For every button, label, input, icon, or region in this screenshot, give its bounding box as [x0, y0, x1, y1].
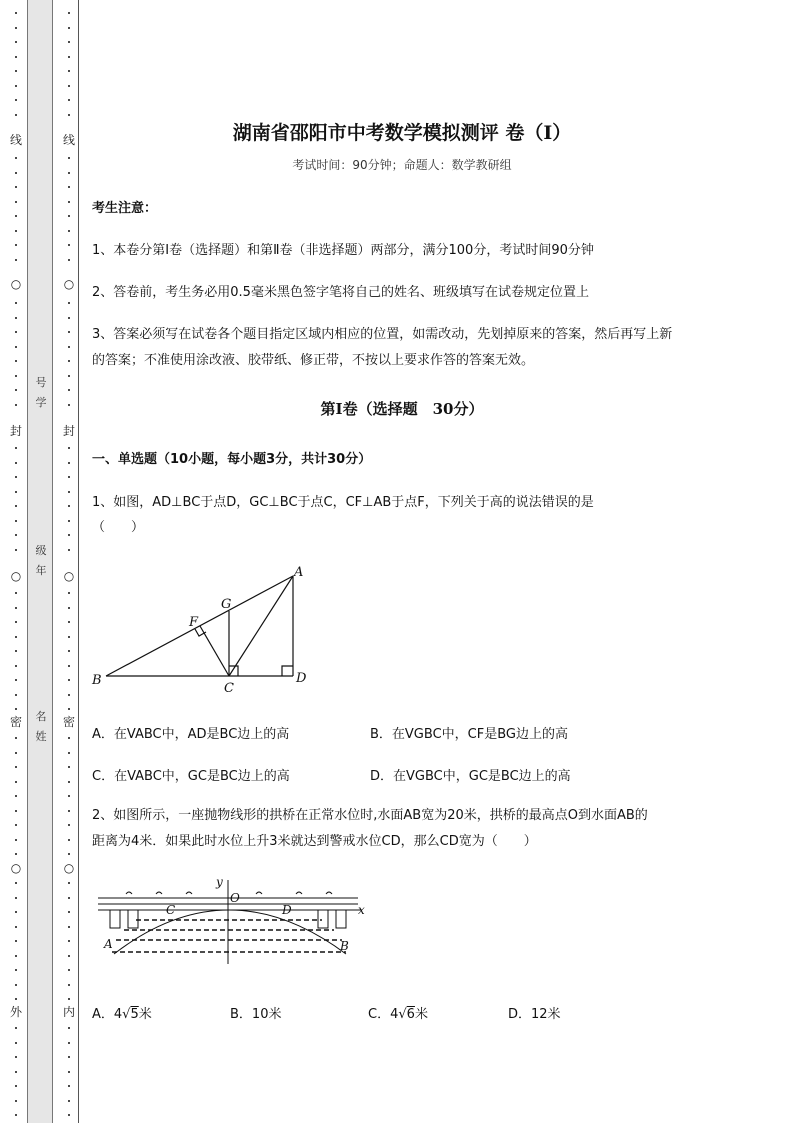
seal-dot: [15, 462, 17, 464]
seal-dot: [15, 244, 17, 246]
part-heading: 一、单选题（10小题，每小题3分，共计30分）: [92, 452, 372, 467]
seal-dot: [68, 215, 70, 217]
seal-dot: [68, 12, 70, 14]
note-item-3: 3、答案必须写在试卷各个题目指定区域内相应的位置，如需改动，先划掉原来的答案，然后再写上新: [92, 327, 673, 342]
q2-text: 2、如图所示，一座抛物线形的拱桥在正常水位时,水面AB宽为20米，拱桥的最高点O到水面AB的: [92, 808, 648, 823]
pier-right-1: [318, 910, 328, 928]
sqrt-icon: √: [122, 1007, 131, 1022]
seal-dot: [15, 607, 17, 609]
pier-left-2: [128, 910, 138, 928]
seal-dot: [15, 781, 17, 783]
seal-dot: [68, 375, 70, 377]
seal-dot: [15, 636, 17, 638]
seal-dot: [15, 824, 17, 826]
seal-dot: [68, 752, 70, 754]
seal-dot: [15, 665, 17, 667]
band-label-ming: 名: [35, 710, 47, 723]
q2-option-c-prefix: C．4: [368, 1007, 399, 1022]
seal-dot: [68, 853, 70, 855]
seal-dot: [68, 592, 70, 594]
section-title: 第Ⅰ卷（选择题 30分）: [320, 400, 484, 418]
seal-dot: [15, 1056, 17, 1058]
inner-label-circle: ○: [63, 277, 75, 291]
seal-dot: [15, 215, 17, 217]
seal-dot: [68, 186, 70, 188]
seal-dot: [15, 810, 17, 812]
seal-dot: [15, 1114, 17, 1116]
seal-dot: [15, 389, 17, 391]
seal-dot: [68, 462, 70, 464]
seal-dot: [15, 12, 17, 14]
outer-seal-column: [9, 0, 23, 1123]
seal-dot: [15, 534, 17, 536]
seal-dot: [68, 1114, 70, 1116]
outer-label-circle: ○: [10, 569, 22, 583]
seal-dot: [15, 56, 17, 58]
seal-dot: [15, 1085, 17, 1087]
seal-dot: [68, 360, 70, 362]
q2-option-c[interactable]: [368, 1003, 428, 1022]
outer-label-xian: 线: [9, 133, 22, 147]
seal-dot: [15, 114, 17, 116]
seal-dot: [15, 520, 17, 522]
seal-dot: [68, 491, 70, 493]
seal-dot: [68, 940, 70, 942]
inner-seal-column: [62, 0, 76, 1123]
seal-dot: [15, 1071, 17, 1073]
seal-dot: [68, 317, 70, 319]
seal-dot: [68, 1100, 70, 1102]
exam-subtitle: 考试时间：90分钟；命题人：数学教研组: [292, 158, 512, 172]
seal-dot: [68, 824, 70, 826]
seal-dot: [68, 810, 70, 812]
label-b: B: [92, 673, 102, 688]
seal-dot: [68, 679, 70, 681]
label-x: x: [358, 903, 365, 917]
seal-dot: [68, 476, 70, 478]
seal-dot: [68, 650, 70, 652]
band-label-hao: 号: [35, 376, 47, 389]
seal-dot: [68, 1056, 70, 1058]
seal-dot: [68, 56, 70, 58]
seal-dot: [15, 621, 17, 623]
seal-dot: [68, 984, 70, 986]
label-d: D: [282, 903, 292, 917]
seal-dot: [15, 1027, 17, 1029]
q2-option-a-radicand: 5: [130, 1007, 139, 1022]
inner-label-xian: 线: [62, 133, 75, 147]
seal-dot: [68, 708, 70, 710]
seal-dot: [15, 70, 17, 72]
exam-title: 湖南省邵阳市中考数学模拟测评 卷（Ⅰ）: [232, 122, 572, 144]
seal-dot: [15, 592, 17, 594]
q1-option-d[interactable]: D．在VGBC中，GC是BC边上的高: [370, 769, 571, 784]
seal-dot: [68, 201, 70, 203]
seal-dot: [68, 955, 70, 957]
seal-dot: [68, 737, 70, 739]
segment-ac: [229, 576, 293, 676]
seal-dot: [15, 346, 17, 348]
q2-option-a-prefix: A．4: [92, 1007, 123, 1022]
seal-dot: [15, 766, 17, 768]
seal-dot: [15, 650, 17, 652]
q2-option-c-suffix: 米: [414, 1007, 428, 1022]
q1-option-c[interactable]: C．在VABC中，GC是BC边上的高: [92, 769, 290, 784]
seal-dot: [68, 230, 70, 232]
q1-option-a[interactable]: A．在VABC中，AD是BC边上的高: [92, 727, 290, 742]
pier-left-1: [110, 910, 120, 928]
q1-triangle-figure: [88, 560, 328, 700]
seal-dot: [68, 70, 70, 72]
seal-dot: [15, 505, 17, 507]
seal-dot: [15, 201, 17, 203]
label-y: y: [216, 875, 223, 889]
seal-dot: [15, 1042, 17, 1044]
seal-dot: [68, 157, 70, 159]
label-b: B: [340, 939, 349, 953]
seal-dot: [68, 27, 70, 29]
seal-dot: [15, 230, 17, 232]
seal-dot: [15, 302, 17, 304]
railing-marks: [126, 892, 332, 894]
seal-dot: [15, 839, 17, 841]
pier-right-2: [336, 910, 346, 928]
seal-dot: [15, 795, 17, 797]
seal-dot: [15, 897, 17, 899]
seal-dot: [15, 969, 17, 971]
band-label-nian: 年: [35, 564, 47, 577]
seal-dot: [15, 853, 17, 855]
notes-heading: 考生注意：: [92, 201, 158, 216]
seal-dot: [68, 1085, 70, 1087]
label-d: D: [296, 671, 307, 686]
seal-dot: [68, 99, 70, 101]
label-a: A: [294, 565, 304, 580]
band-label-ji: 级: [35, 544, 47, 557]
outer-label-wai: 外: [9, 1005, 22, 1019]
q2-option-a[interactable]: [92, 1003, 152, 1022]
seal-dot: [15, 172, 17, 174]
seal-dot: [68, 259, 70, 261]
seal-dot: [68, 534, 70, 536]
right-angle-d: [282, 666, 293, 676]
page-frame-line: [78, 0, 79, 1123]
seal-dot: [68, 1027, 70, 1029]
seal-dot: [68, 520, 70, 522]
label-a: A: [104, 937, 113, 951]
seal-dot: [15, 737, 17, 739]
outer-label-mi: 密: [9, 715, 22, 729]
seal-dot: [15, 882, 17, 884]
seal-dot: [15, 259, 17, 261]
sqrt-icon: √: [398, 1007, 407, 1022]
seal-dot: [68, 998, 70, 1000]
seal-dot: [68, 447, 70, 449]
outer-label-feng: 封: [9, 424, 22, 438]
seal-dot: [68, 897, 70, 899]
seal-dot: [68, 331, 70, 333]
seal-dot: [68, 172, 70, 174]
seal-dot: [68, 244, 70, 246]
label-o: O: [230, 891, 240, 905]
seal-dot: [68, 389, 70, 391]
seal-dot: [15, 27, 17, 29]
seal-dot: [15, 317, 17, 319]
seal-dot: [68, 1042, 70, 1044]
seal-dot: [15, 998, 17, 1000]
label-f: F: [189, 615, 199, 630]
seal-dot: [15, 186, 17, 188]
seal-dot: [15, 679, 17, 681]
seal-dot: [68, 969, 70, 971]
seal-dot: [68, 781, 70, 783]
seal-dot: [15, 955, 17, 957]
seal-dot: [68, 766, 70, 768]
seal-dot: [68, 665, 70, 667]
seal-dot: [15, 447, 17, 449]
seal-dot: [15, 331, 17, 333]
q2-option-c-radicand: 6: [406, 1007, 415, 1022]
seal-dot: [68, 85, 70, 87]
q2-text-cont: 距离为4米．如果此时水位上升3米就达到警戒水位CD，那么CD宽为（ ）: [92, 834, 537, 849]
student-info-band: [27, 0, 53, 1123]
q1-option-b[interactable]: B．在VGBC中，CF是BG边上的高: [370, 727, 568, 742]
seal-dot: [15, 360, 17, 362]
seal-dot: [15, 926, 17, 928]
seal-dot: [68, 404, 70, 406]
seal-dot: [15, 99, 17, 101]
seal-dot: [68, 1071, 70, 1073]
seal-dot: [15, 694, 17, 696]
q2-option-d[interactable]: D．12米: [508, 1007, 561, 1022]
seal-dot: [68, 505, 70, 507]
seal-dot: [15, 984, 17, 986]
seal-dot: [15, 549, 17, 551]
inner-label-feng: 封: [62, 424, 75, 438]
seal-dot: [68, 549, 70, 551]
seal-dot: [15, 752, 17, 754]
seal-dot: [15, 491, 17, 493]
seal-dot: [68, 882, 70, 884]
inner-label-nei: 内: [62, 1005, 75, 1019]
seal-dot: [68, 114, 70, 116]
seal-dot: [68, 41, 70, 43]
outer-label-circle: ○: [10, 861, 22, 875]
seal-dot: [68, 636, 70, 638]
seal-dot: [15, 404, 17, 406]
band-label-xing: 姓: [35, 730, 47, 743]
seal-dot: [15, 940, 17, 942]
seal-dot: [68, 911, 70, 913]
q2-option-a-suffix: 米: [138, 1007, 152, 1022]
note-item-2: 2、答卷前，考生务必用0.5毫米黑色签字笔将自己的姓名、班级填写在试卷规定位置上: [92, 285, 589, 300]
segment-ab: [106, 576, 293, 676]
outer-label-circle: ○: [10, 277, 22, 291]
parabolic-arch: [114, 910, 346, 954]
seal-dot: [15, 41, 17, 43]
seal-dot: [68, 926, 70, 928]
seal-dot: [68, 795, 70, 797]
seal-dot: [68, 346, 70, 348]
seal-dot: [68, 621, 70, 623]
seal-dot: [15, 476, 17, 478]
seal-dot: [68, 694, 70, 696]
q2-bridge-figure: [96, 874, 376, 969]
q1-text-cont: （ ）: [92, 520, 145, 535]
right-angle-f: [195, 629, 206, 636]
seal-dot: [68, 607, 70, 609]
inner-label-mi: 密: [62, 715, 75, 729]
seal-dot: [68, 839, 70, 841]
seal-dot: [15, 911, 17, 913]
label-g: G: [221, 597, 232, 612]
inner-label-circle: ○: [63, 861, 75, 875]
seal-dot: [15, 157, 17, 159]
q1-text: 1、如图，AD⊥BC于点D，GC⊥BC于点C，CF⊥AB于点F，下列关于高的说法错误的是: [92, 495, 594, 510]
label-c: C: [166, 903, 176, 917]
inner-label-circle: ○: [63, 569, 75, 583]
band-label-xue: 学: [35, 396, 47, 409]
q2-option-b[interactable]: B．10米: [230, 1007, 282, 1022]
label-c: C: [224, 681, 234, 696]
seal-dot: [15, 85, 17, 87]
note-item-1: 1、本卷分第Ⅰ卷（选择题）和第Ⅱ卷（非选择题）两部分，满分100分，考试时间90分钟: [92, 243, 594, 258]
seal-dot: [68, 302, 70, 304]
seal-dot: [15, 1100, 17, 1102]
note-item-3-cont: 的答案；不准使用涂改液、胶带纸、修正带，不按以上要求作答的答案无效。: [92, 353, 535, 368]
seal-dot: [15, 375, 17, 377]
seal-dot: [15, 708, 17, 710]
